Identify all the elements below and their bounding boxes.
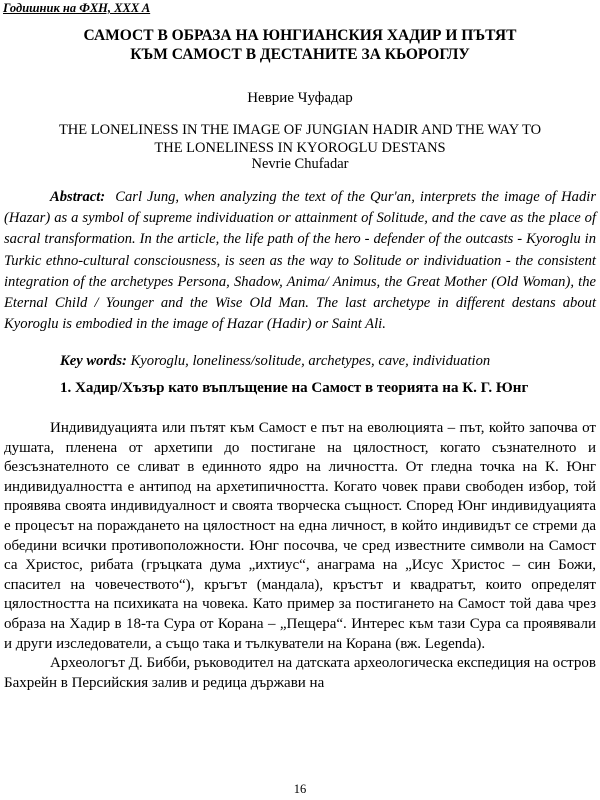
title-en-line-1: THE LONELINESS IN THE IMAGE OF JUNGIAN HADIR AND THE WAY TO xyxy=(58,122,542,138)
abstract-label: Abstract: xyxy=(50,189,106,205)
body-paragraph: Индивидуацията или пътят към Самост е път на еволюцията – път, който започва от душата, пленена от архетипи до постигане на цялостност, когато съзнателното и безсъзнателното се сливат в единното ядро на личността. От гледна точка на К. Юнг индивидуалността е антипод на архетипичността. Когато човек прави свободен избор, той проявява своята индивидуалност и своята творческа същност. Според Юнг индивидуацията е процесът на поражданeто на цялостност на една личност, в който индивидът се стреми да обедини всички противоположности. Юнг посочва, че сред известните символи на Самост са Христос, рибата (гръцката дума „ихтиус“, анаграма на „Исус Христос – син Божи, спасител на човечеството“), кръгът (мандала), кръстът и квадратът, които определят цялостността на психиката на човека. Като пример за постигането на Самост той дава чрез образа на Хадир в 18-та Сура от Корана – „Пещера“. Интерес към тази Сура са проявявали и други изследователи, а също така и тълкуватели на Корана (вж. Legenda). xyxy=(4,420,596,652)
title-bg-line-1: САМОСТ В ОБРАЗА НА ЮНГИАНСКИЯ ХАДИР И ПЪТЯТ xyxy=(83,27,517,44)
article-title-english xyxy=(0,121,600,157)
running-header: Годишник на ФХН, XXX A xyxy=(3,1,151,15)
article-title-bulgarian xyxy=(20,26,580,64)
keywords-label: Key words xyxy=(60,353,123,369)
title-en-line-2: THE LONELINESS IN KYOROGLU DESTANS xyxy=(154,140,446,156)
page-number: 16 xyxy=(293,782,307,796)
abstract-text: Carl Jung, when analyzing the text of the Qur'an, interprets the image of Hadir (Hazar) as a symbol of supreme individuation or attainment of Solitude, and the cave as the place of sacral transformation. In the article, the life path of the hero - defender of the outcasts - Kyoroglu in Turkic ethno-cultural consciousness, is seen as the way to Solitude or individuation - the consistent integration of the archetypes Persona, Shadow, Anima/ Animus, the Great Mother (Old Woman), the Eternal Child / Younger and the Wise Old Man. The last archetype in different destans about Kyoroglu is embodied in the image of Hazar (Hadir) or Saint Ali. xyxy=(4,189,597,333)
keywords-text: Kyoroglu, loneliness/solitude, archetypes, cave, individuation xyxy=(130,353,491,369)
author-english: Nevrie Chufadar xyxy=(251,156,349,172)
author-bulgarian: Неврие Чуфадар xyxy=(247,90,353,106)
title-bg-line-2: КЪМ САМОСТ В ДЕСТАНИТЕ ЗА КЬОРОГЛУ xyxy=(130,46,470,63)
section-heading xyxy=(4,378,596,398)
abstract xyxy=(4,187,596,335)
keywords: Key words: Kyoroglu, loneliness/solitude, archetypes, cave, individuation xyxy=(60,353,491,369)
body-text xyxy=(4,419,596,693)
section-heading-text: 1. Хадир/Хъзър като въплъщение на Самост в теорията на К. Г. Юнг xyxy=(60,380,529,396)
body-paragraph: Археологът Д. Бибби, ръководител на датската археологическа експедиция на остров Бахрейн в Персийския залив и редица държави на xyxy=(4,655,596,691)
